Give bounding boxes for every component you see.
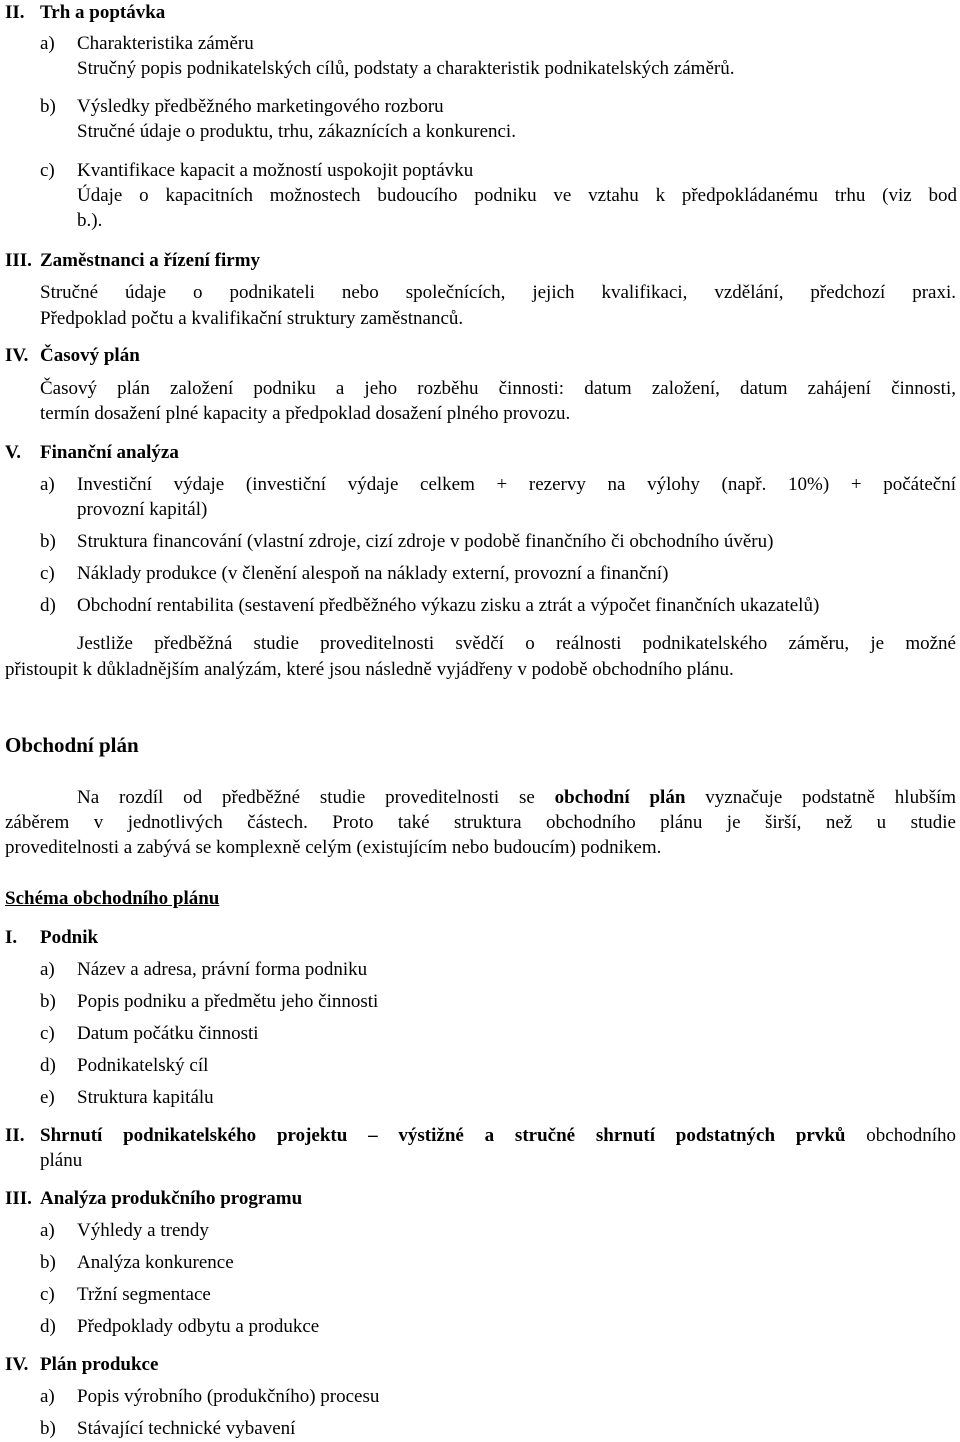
- page-title: Obchodní plán: [5, 733, 139, 757]
- section-number: V.: [5, 442, 22, 463]
- item-title: Výsledky předběžného marketingového rozboru: [77, 96, 444, 117]
- item-letter: b): [40, 96, 56, 117]
- section-number: IV.: [5, 345, 29, 366]
- item-letter: c): [40, 160, 55, 181]
- section-number: III.: [5, 250, 32, 271]
- schema-title: Schéma obchodního plánu: [5, 888, 220, 909]
- item-letter: b): [40, 531, 56, 552]
- section-number: II.: [5, 2, 25, 23]
- item-title: Charakteristika záměru: [77, 33, 254, 54]
- document-page: II. Trh a poptávka a) Charakteristika záměru Stručný popis podnikatelských cílů, podstaty a charakteristik podnikatelských záměrů. b) Výsledky předběžného marketingového rozboru Stručné údaje o produktu, trhu, zákaznících a konkurenci. c) Kvantifikace kapacit a možností uspokojit poptávku Údaje o kapacitních možnostech budoucího podniku ve vztahu k předpokládanému trhu (viz bod b.). III. Zaměstnanci a řízení firmy Stručné údaje o podnikateli nebo společnících, jejich kvalifikaci, vzdělání, předchozí praxi. Předpoklad počtu a kvalifikační struktury zaměstnanců. IV. Časový plán Časový plán založení podniku a jeho rozběhu činnosti: datum založení, datum zahájení činnosti, termín dosažení plné kapacity a předpoklad dosažení plného provozu. V. Finanční analýza a) Investiční výdaje (investiční výdaje celkem + rezervy na výlohy (např. 10%) + počáteční provozní kapitál) b) Struktura financování (vlastní zdroje, cizí zdroje v podobě finančního či obchodního úvěru) c) Náklady produkce (v členění alespoň na náklady externí, provozní a finanční) d) Obchodní rentabilita (sestavení předběžného výkazu zisku a ztrát a výpočet finančních ukazatelů) Jestliže předběžná studie proveditelnosti svědčí o reálnosti podnikatelského záměru, je možné přistoupit k důkladnějším analýzám, které jsou následně vyjádřeny v podobě obchodního plánu. Obchodní plán Na rozdíl od předběžné studie proveditelnosti se obchodní plán vyznačuje podstatně hlubším záběrem v jednotlivých částech. Proto také struktura obchodního plánu je širší, než u studie proveditelnosti a zabývá se komplexně celým (existujícím nebo budoucím) podnikem. Schéma obchodního plánu I. Podnik a) Název a adresa, právní forma podniku b) Popis podniku a předmětu jeho činnosti c) Datum počátku činnosti d) Podnikatelský cíl e) Struktura kapitálu II. Shrnutí podnikatelského projektu – výstižné a stručné shrnutí podstatných prvků obchodního plánu III. Analýza produkčního programu a) Výhledy a trendy b) Analýza konkurence c) Tržní segmentace d) Předpoklady odbytu a produkce IV. Plán produkce a) Popis výrobního (produkčního) procesu b) Stávající technické vybavení: [5, 2, 957, 1439]
- section-title: Trh a poptávka: [40, 2, 166, 23]
- section-title: Zaměstnanci a řízení firmy: [40, 250, 261, 271]
- item-letter: d): [40, 595, 56, 616]
- bold-term: obchodní plán: [554, 787, 686, 808]
- item-letter: a): [40, 474, 55, 495]
- item-letter: a): [40, 33, 55, 54]
- item-letter: c): [40, 563, 55, 584]
- item-title: Kvantifikace kapacit a možností uspokojit poptávku: [77, 160, 474, 181]
- section-title: Časový plán: [40, 345, 140, 366]
- section-title: Finanční analýza: [40, 442, 179, 463]
